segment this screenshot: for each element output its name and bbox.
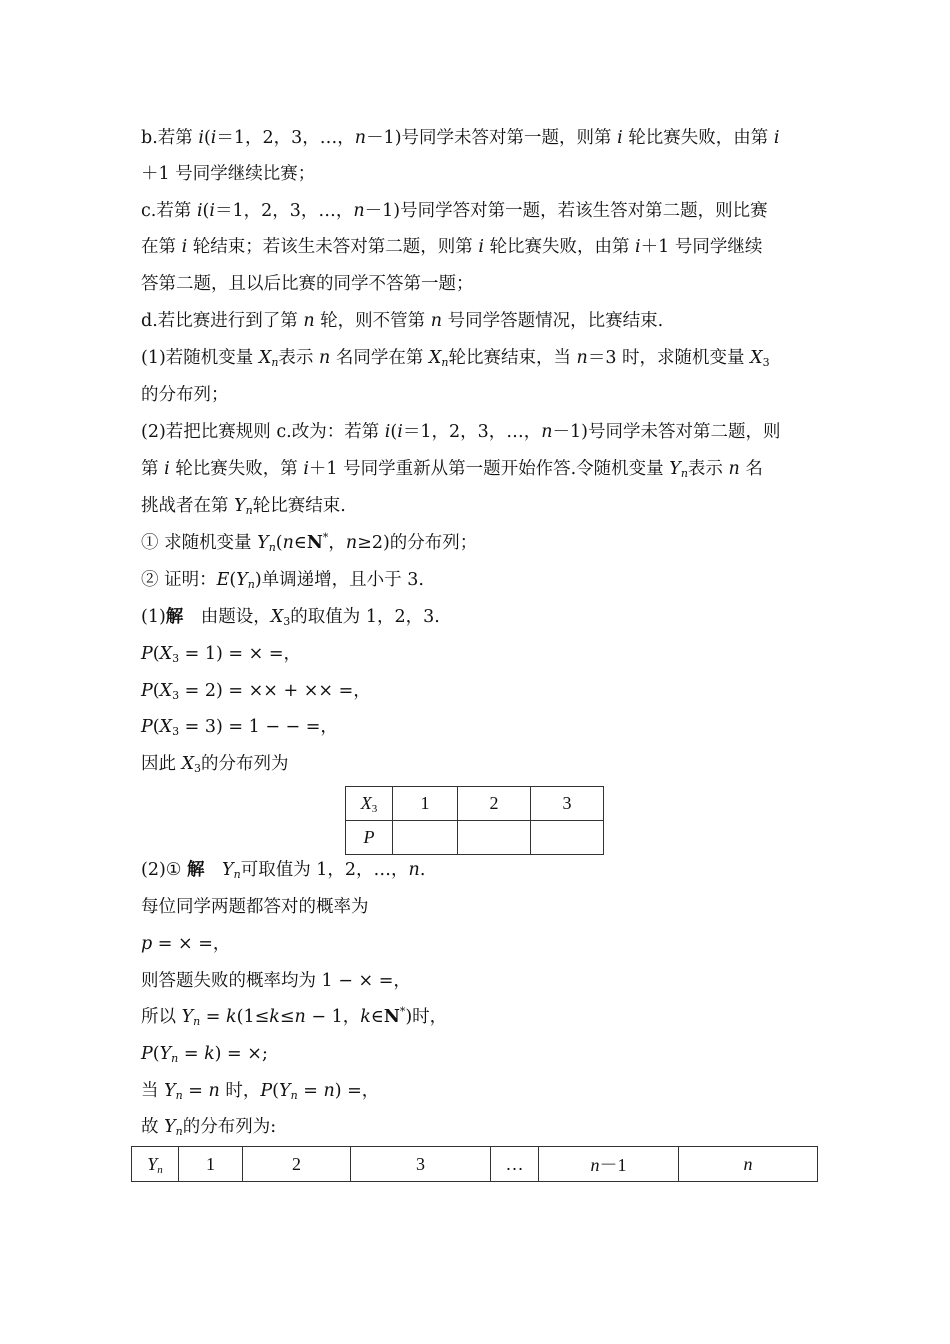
solution-2-line-7: 故 $Y_n$的分布列为: [141,1117,277,1138]
solution-1-prob-3: $P(X_3 = 3) = 1$ − − =， [141,717,338,738]
table-cell: 3 [531,787,604,821]
rule-b-line-1: b.若第 i(i＝1，2，3，…，n－1)号同学未答对第一题，则第 i 轮比赛失败，由第 i [141,128,780,148]
table-cell: n－1 [539,1147,679,1182]
rule-b-line-2: ＋1 号同学继续比赛； [141,164,316,184]
distribution-table-x3 [345,786,604,855]
table-var-header: $X_3$ [346,787,393,821]
solution-1-heading: (1)解 由题设，$X_3$的取值为 1，2，3. [141,607,440,628]
table-cell: 3 [351,1147,491,1182]
solution-2-line-5: $P(Y_n = k)$ = ×; [141,1044,268,1065]
rule-c-line-1: c.若第 i(i＝1，2，3，…，n－1)号同学答对第一题，若该生答对第二题，则比赛 [141,201,768,221]
solution-2-line-6: 当 $Y_n = n$ 时，$P(Y_n = n)$ =， [141,1081,380,1102]
table-cell [393,821,458,855]
question-2-line-1: (2)若把比赛规则 c.改为：若第 i(i＝1，2，3，…，n－1)号同学未答对第二题，则 [141,422,781,442]
table-cell: 2 [458,787,531,821]
question-1-line-1: (1)若随机变量 $X_n$表示 n 名同学在第 $X_n$轮比赛结束，当 n＝3 时，求随机变量 $X_3$ [141,348,770,369]
solution-1-prob-1: $P(X_3 = 1)$ = × =， [141,644,302,665]
solution-1-dist-intro: 因此 $X_3$的分布列为 [141,754,289,775]
table-cell: 1 [179,1147,243,1182]
table-header-row [132,1147,818,1182]
distribution-table-yn [131,1146,818,1182]
table-cell: n [679,1147,818,1182]
table-header-row [346,787,604,821]
solution-2-line-4: 所以 $Y_n = k(1\le k\le n - 1$，k∈N*)时， [141,1005,448,1028]
rule-d-line: d.若比赛进行到了第 n 轮，则不管第 n 号同学答题情况，比赛结束. [141,311,664,331]
solution-2-heading: (2)① 解 $Y_n$可取值为 1，2，…，n. [141,860,426,881]
table-var-header: $Y_n$ [132,1147,179,1182]
table-cell: … [491,1147,539,1182]
table-cell: 1 [393,787,458,821]
rule-c-line-3: 答第二题，且以后比赛的同学不答第一题； [141,274,474,294]
table-row-label: P [346,821,393,855]
solution-1-prob-2: $P(X_3 = 2)$ = ×× + ×× =， [141,681,371,702]
question-2-part-2: ② 证明：$E(Y_n)$单调递增，且小于 3. [141,570,424,591]
solution-2-line-2: p = × =， [141,934,231,954]
table-cell: 2 [243,1147,351,1182]
question-2-part-1: ① 求随机变量 $Y_n(n\in N^*$，n≥2)的分布列； [141,531,478,554]
table-row [346,821,604,855]
question-2-line-3: 挑战者在第 $Y_n$轮比赛结束. [141,496,346,517]
question-1-line-2: 的分布列； [141,385,229,405]
question-2-line-2: 第 i 轮比赛失败，第 i＋1 号同学重新从第一题开始作答.令随机变量 $Y_n$表示 n 名 [141,459,763,480]
table-cell [458,821,531,855]
solution-2-line-1: 每位同学两题都答对的概率为 [141,897,369,917]
table-cell [531,821,604,855]
rule-c-line-2: 在第 i 轮结束；若该生未答对第二题，则第 i 轮比赛失败，由第 i＋1 号同学继续 [141,237,763,257]
solution-2-line-3: 则答题失败的概率均为 1 − × =， [141,971,411,991]
